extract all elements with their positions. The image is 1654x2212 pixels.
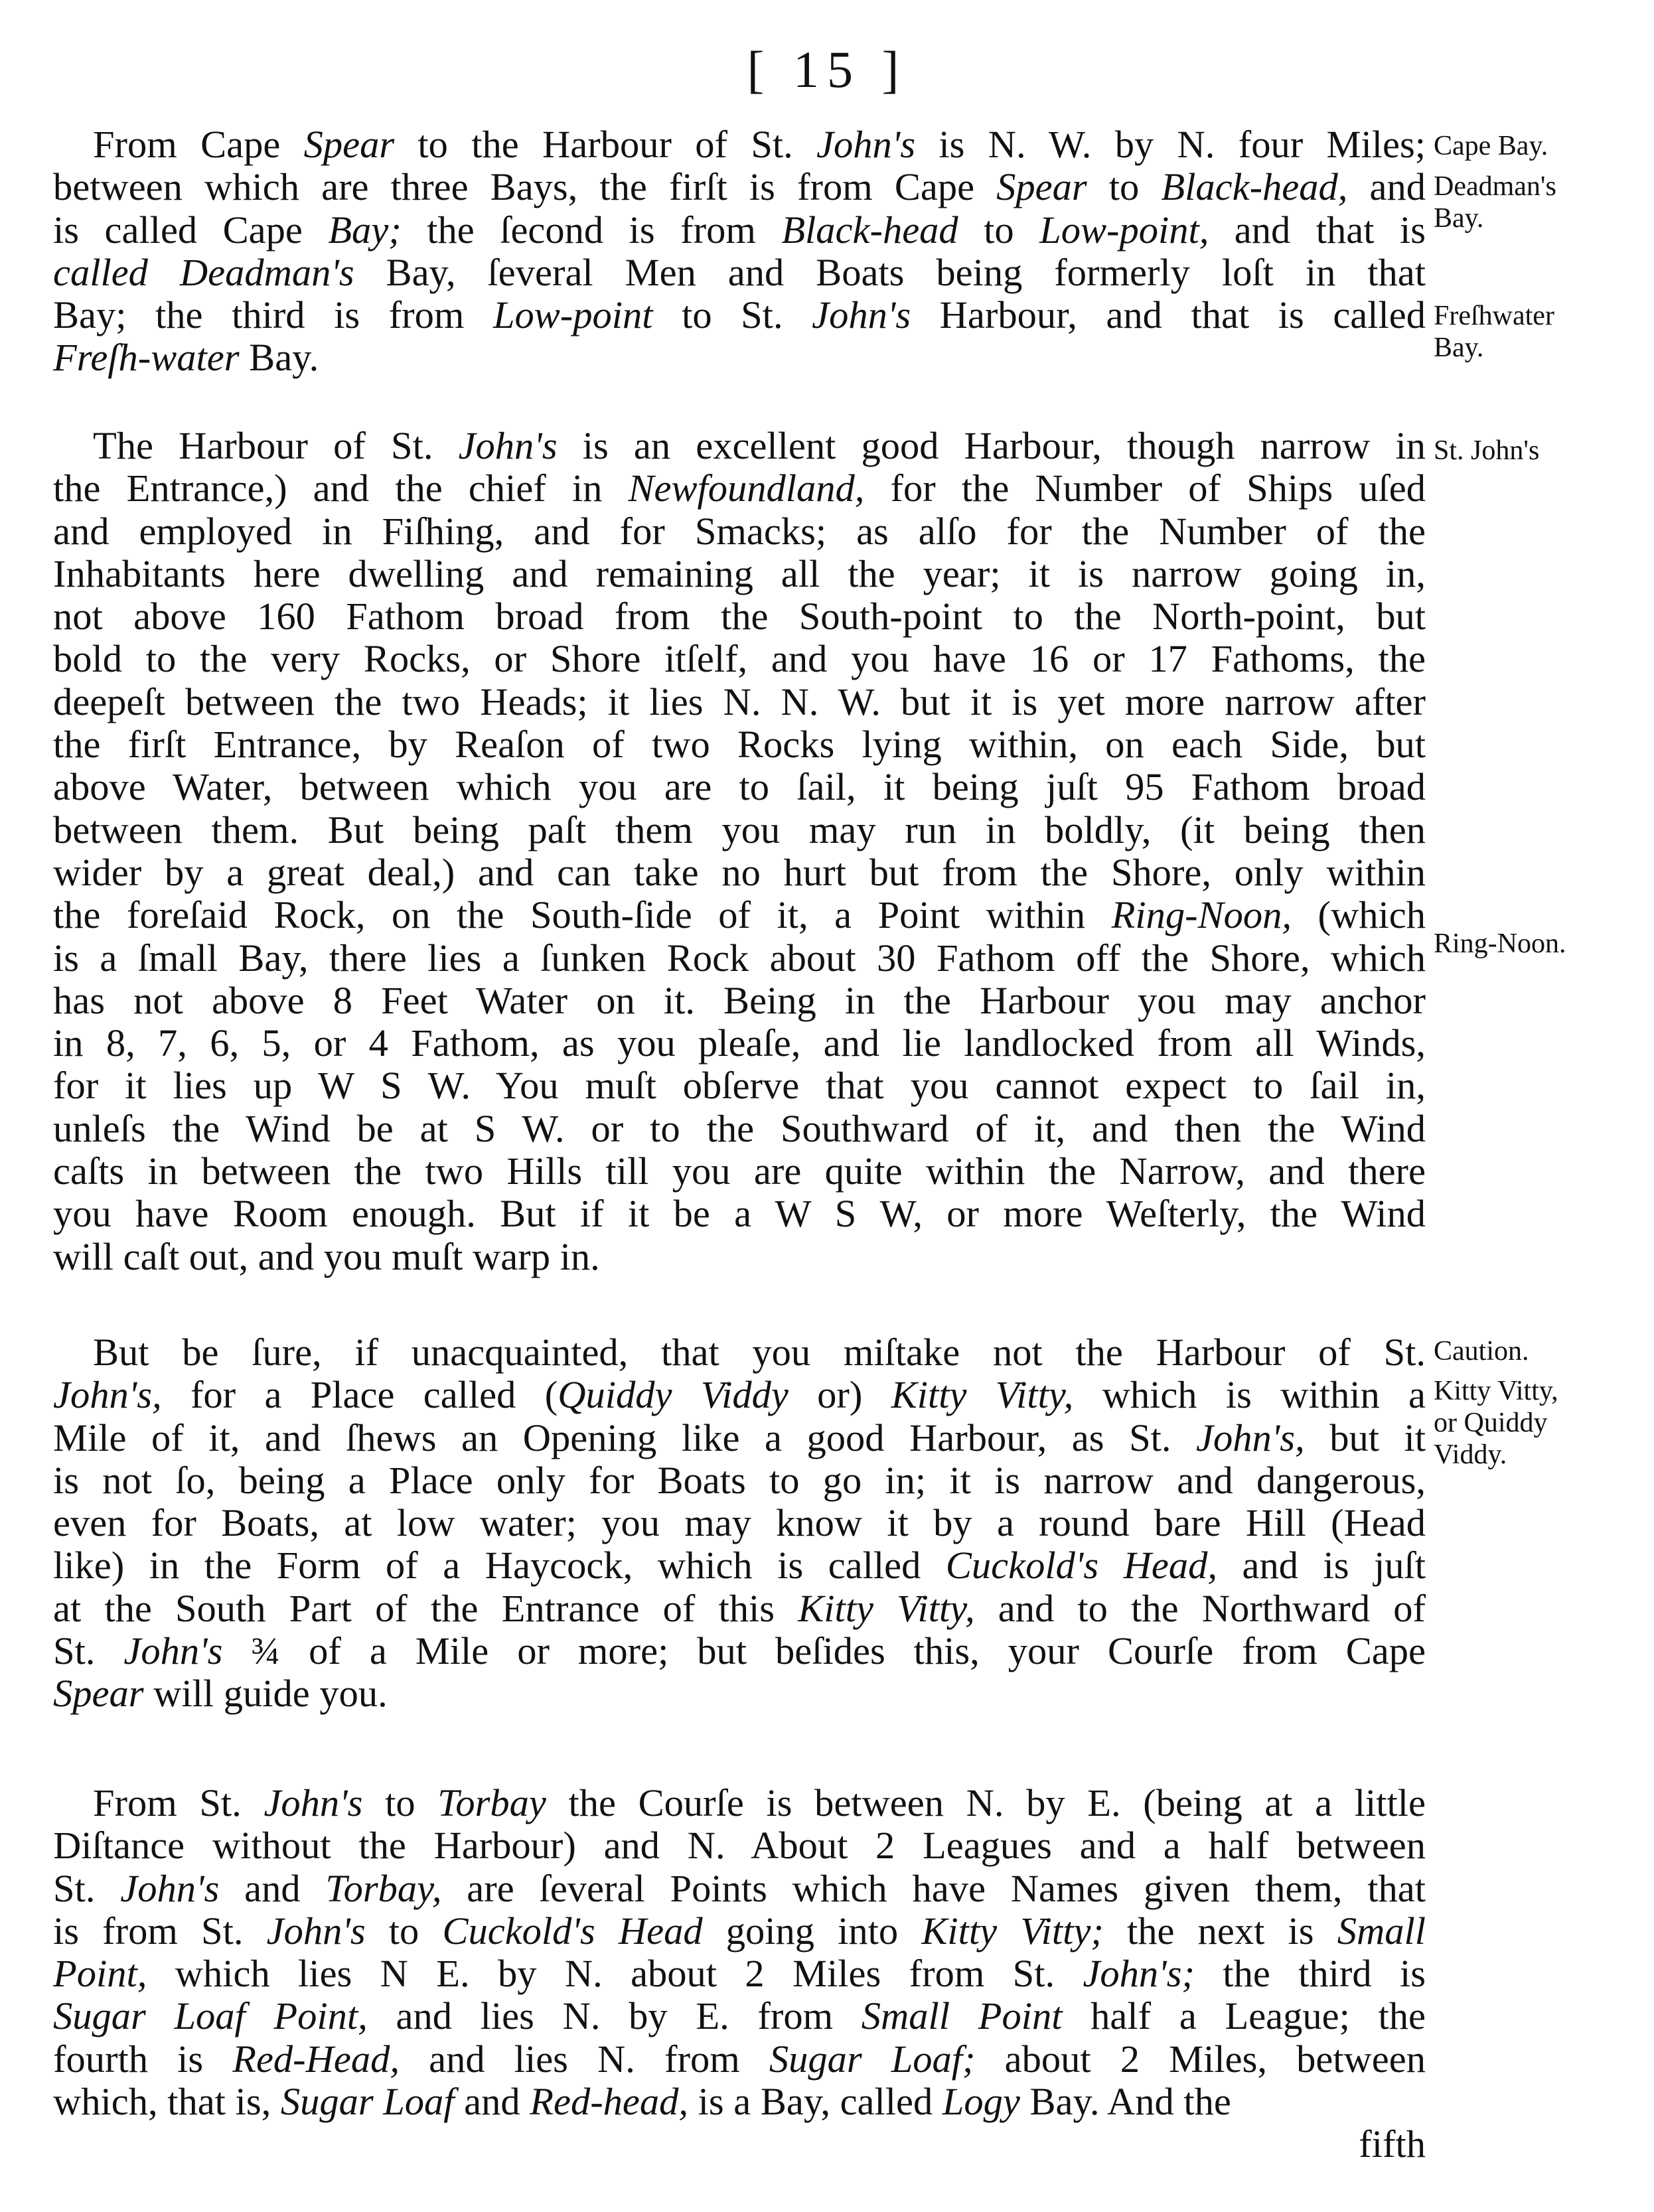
text-run: above Water, between which you are to ſail, it being juſt 95 Fathom broad	[53, 765, 1426, 809]
text-line	[53, 252, 1426, 294]
text-run: unleſs the Wind be at S W. or to the Southward of it, and then the Wind	[53, 1106, 1426, 1150]
italic-text-run: Small	[1337, 1909, 1426, 1953]
text-run: to St.	[652, 293, 812, 337]
text-run: is from St.	[53, 1909, 267, 1953]
text-line	[53, 1193, 1426, 1235]
italic-text-run: John's,	[53, 1373, 162, 1417]
text-run: are ſeveral Points which have Names given them, that	[441, 1866, 1426, 1910]
text-run: for a Place called (	[161, 1373, 558, 1417]
text-line	[53, 2081, 1426, 2123]
text-run: the next is	[1103, 1909, 1337, 1953]
italic-text-run: John's	[263, 1781, 363, 1824]
margin-note-line: Bay.	[1434, 332, 1484, 363]
text-run: which lies N E. by N. about 2 Miles from St.	[147, 1952, 1083, 1996]
margin-note-line: Cape Bay.	[1434, 131, 1548, 161]
italic-text-run: John's	[458, 424, 558, 467]
text-line	[53, 1331, 1426, 1374]
margin-note-line: St. John's	[1434, 435, 1540, 466]
text-run: is a ſmall Bay, there lies a ſunken Rock about 30 Fathom off the Shore, which	[53, 936, 1426, 980]
margin-note-cape-bay	[1434, 130, 1653, 162]
italic-text-run: Red-Head,	[232, 2037, 400, 2081]
text-run: Bay. And the	[1019, 2080, 1231, 2124]
text-run: Diſtance without the Harbour) and N. About 2 Leagues and a half between	[53, 1824, 1426, 1868]
text-line	[53, 425, 1426, 467]
margin-note-kitty-vitty	[1434, 1375, 1653, 1471]
text-run: ¾ of a Mile or more; but beſides this, your Courſe from Cape	[222, 1629, 1426, 1673]
text-run: or)	[788, 1373, 891, 1417]
margin-note-freshwater-bay	[1434, 300, 1653, 364]
text-run: like) in the Form of a Haycock, which is called	[53, 1544, 946, 1587]
text-line	[53, 1587, 1426, 1630]
text-line	[53, 1236, 1426, 1278]
text-line	[53, 1953, 1426, 1995]
text-run: for it lies up W S W. You muſt obſerve that you cannot expect to ſail in,	[53, 1064, 1426, 1108]
text-run: and lies N. from	[400, 2037, 769, 2081]
italic-text-run: Spear	[53, 1672, 144, 1716]
margin-note-line: Viddy.	[1434, 1439, 1507, 1470]
text-run: and is juſt	[1217, 1544, 1426, 1587]
text-line	[53, 980, 1426, 1022]
text-run: is called Cape	[53, 208, 329, 252]
text-run: to the Harbour of St.	[394, 123, 817, 166]
italic-text-run: Black-head,	[1161, 165, 1348, 209]
italic-text-run: Newfoundland,	[628, 467, 865, 510]
italic-text-run: Kitty Vitty,	[891, 1373, 1074, 1417]
text-line	[53, 937, 1426, 980]
italic-text-run: John's	[266, 1909, 366, 1953]
text-line	[53, 467, 1426, 510]
text-run: the foreſaid Rock, on the South-ſide of it, a Point within	[53, 893, 1112, 937]
paragraph-harbour-st-johns	[53, 425, 1426, 1278]
italic-text-run: Torbay,	[325, 1866, 442, 1910]
page-number: [ 15 ]	[747, 40, 907, 98]
text-run: half a League; the	[1062, 1994, 1426, 2038]
italic-text-run: Sugar Loaf;	[769, 2037, 976, 2081]
italic-text-run: Kitty Vitty;	[921, 1909, 1104, 1953]
italic-text-run: John's,	[1196, 1416, 1305, 1459]
text-line	[53, 1417, 1426, 1459]
text-run: at the South Part of the Entrance of this	[53, 1586, 798, 1630]
text-run: and	[219, 1866, 326, 1910]
margin-note-caution	[1434, 1335, 1653, 1367]
text-run: and lies N. by E. from	[367, 1994, 862, 2038]
text-run: is a Bay, called	[688, 2080, 942, 2124]
italic-text-run: Ring-Noon,	[1111, 893, 1292, 937]
text-line	[53, 681, 1426, 723]
text-line	[53, 1459, 1426, 1502]
text-run: and that is	[1209, 208, 1426, 252]
text-run: fourth is	[53, 2037, 233, 2081]
italic-text-run: John's;	[1083, 1952, 1195, 1996]
text-run: has not above 8 Feet Water on it. Being in the Harbour you may anchor	[53, 978, 1426, 1022]
margin-note-st-johns	[1434, 435, 1653, 467]
text-line	[53, 766, 1426, 808]
text-line	[53, 2038, 1426, 2081]
margin-note-line: Caution.	[1434, 1336, 1529, 1366]
text-line	[53, 1374, 1426, 1416]
text-run: between which are three Bays, the firſt is from Cape	[53, 165, 997, 209]
text-run: is N. W. by N. four Miles;	[915, 123, 1426, 166]
italic-text-run: Spear	[303, 123, 395, 166]
italic-text-run: called Deadman's	[53, 250, 354, 294]
margin-note-line: Ring-Noon.	[1434, 928, 1566, 959]
text-run: in 8, 7, 6, 5, or 4 Fathom, as you pleaſe, and lie landlocked from all Winds,	[53, 1021, 1426, 1065]
italic-text-run: Sugar Loaf	[280, 2080, 455, 2124]
text-run: not above 160 Fathom broad from the South-point to the North-point, but	[53, 595, 1426, 638]
text-run: to	[1087, 165, 1162, 209]
catchword-block	[53, 2123, 1426, 2166]
text-run: St.	[53, 1629, 124, 1673]
text-run: deepeſt between the two Heads; it lies N. N. W. but it is yet more narrow after	[53, 680, 1426, 723]
text-line	[53, 1544, 1426, 1587]
margin-note-line: Freſhwater	[1434, 301, 1554, 331]
text-run: the firſt Entrance, by Reaſon of two Rocks lying within, on each Side, but	[53, 723, 1426, 767]
text-run: between them. But being paſt them you may run in boldly, (it being then	[53, 808, 1426, 851]
text-run: Inhabitants here dwelling and remaining all the year; it is narrow going in,	[53, 552, 1426, 595]
text-run: is an excellent good Harbour, though narrow in	[557, 424, 1426, 467]
text-run: will guide you.	[143, 1672, 388, 1716]
text-run: the Courſe is between N. by E. (being at a little	[546, 1781, 1426, 1824]
text-run: wider by a great deal,) and can take no hurt but from the Shore, only within	[53, 850, 1426, 894]
text-line	[53, 809, 1426, 851]
text-run: to	[365, 1909, 443, 1953]
text-run: caſts in between the two Hills till you are quite within the Narrow, and there	[53, 1149, 1426, 1193]
text-run: and	[454, 2080, 530, 2124]
italic-text-run: Spear	[996, 165, 1087, 209]
italic-text-run: Sugar Loaf Point,	[53, 1994, 368, 2038]
text-run: the third is	[1194, 1952, 1426, 1996]
text-run: to	[958, 208, 1040, 252]
italic-text-run: John's	[123, 1629, 223, 1673]
italic-text-run: John's	[812, 293, 911, 337]
text-run: Mile of it, and ſhews an Opening like a good Harbour, as St.	[53, 1416, 1197, 1459]
text-run: and to the Northward of	[974, 1586, 1426, 1630]
italic-text-run: Logy	[942, 2080, 1020, 2124]
text-run: From Cape	[93, 123, 304, 166]
text-line	[53, 1910, 1426, 1953]
italic-text-run: Red-head,	[530, 2080, 689, 2124]
italic-text-run: Bay;	[328, 208, 402, 252]
text-line	[53, 1672, 1426, 1715]
margin-note-ring-noon	[1434, 928, 1653, 960]
italic-text-run: Kitty Vitty,	[798, 1586, 975, 1630]
text-run: and employed in Fiſhing, and for Smacks; as alſo for the Number of the	[53, 509, 1426, 553]
catchword: fifth	[1359, 2122, 1426, 2166]
text-line	[53, 851, 1426, 894]
italic-text-run: Low-point,	[1039, 208, 1209, 252]
text-run: for the Number of Ships uſed	[864, 467, 1426, 510]
text-line	[53, 723, 1426, 766]
margin-note-line: Kitty Vitty,	[1434, 1376, 1558, 1406]
text-line	[53, 1022, 1426, 1065]
text-run: which, that is,	[53, 2080, 281, 2124]
text-run: St.	[53, 1866, 121, 1910]
text-line	[53, 595, 1426, 638]
text-line	[53, 510, 1426, 553]
margin-note-line: Deadman's	[1434, 171, 1556, 202]
text-run: bold to the very Rocks, or Shore itſelf, and you have 16 or 17 Fathoms, the	[53, 637, 1426, 681]
text-run: From St.	[93, 1781, 264, 1824]
text-line	[53, 1782, 1426, 1824]
italic-text-run: Cuckold's Head	[442, 1909, 703, 1953]
text-line	[53, 1824, 1426, 1867]
text-line	[53, 1630, 1426, 1672]
text-run: even for Boats, at low water; you may know it by a round bare Hill (Head	[53, 1501, 1426, 1545]
italic-text-run: Quiddy Viddy	[558, 1373, 789, 1417]
text-line	[53, 553, 1426, 595]
text-run: is not ſo, being a Place only for Boats to go in; it is narrow and dangerous,	[53, 1458, 1426, 1502]
paragraph-cape-spear	[53, 123, 1426, 380]
text-run: the ſecond is from	[401, 208, 782, 252]
text-run: the Entrance,) and the chief in	[53, 467, 629, 510]
italic-text-run: Freſh-water	[53, 336, 240, 380]
text-line	[53, 123, 1426, 166]
text-run: But be ſure, if unacquainted, that you miſtake not the Harbour of St.	[93, 1331, 1426, 1374]
text-line	[53, 336, 1426, 379]
text-run: Bay, ſeveral Men and Boats being formerly loſt in that	[354, 250, 1426, 294]
text-run: Harbour, and that is called	[911, 293, 1426, 337]
paragraph-st-johns-to-torbay	[53, 1782, 1426, 2123]
text-line	[53, 638, 1426, 680]
text-run: you have Room enough. But if it be a W S W, or more Weſterly, the Wind	[53, 1192, 1426, 1236]
margin-note-line: Bay.	[1434, 203, 1484, 234]
text-run: to	[362, 1781, 438, 1824]
text-run: will caſt out, and you muſt warp in.	[53, 1234, 600, 1278]
italic-text-run: Cuckold's Head,	[945, 1544, 1217, 1587]
text-run: Bay; the third is from	[53, 293, 493, 337]
text-run: and	[1347, 165, 1426, 209]
text-run: but it	[1304, 1416, 1426, 1459]
text-line	[53, 1150, 1426, 1193]
text-run: Bay.	[239, 336, 319, 380]
text-line	[53, 1108, 1426, 1150]
italic-text-run: Torbay	[437, 1781, 546, 1824]
text-line	[53, 1065, 1426, 1107]
text-run: going into	[702, 1909, 922, 1953]
text-line	[53, 294, 1426, 336]
text-line	[53, 209, 1426, 252]
margin-note-line: or Quiddy	[1434, 1408, 1548, 1438]
text-line	[53, 1868, 1426, 1910]
text-run: (which	[1292, 893, 1426, 937]
text-run: about 2 Miles, between	[975, 2037, 1426, 2081]
italic-text-run: Low-point	[492, 293, 653, 337]
italic-text-run: Point,	[53, 1952, 147, 1996]
text-run: The Harbour of St.	[93, 424, 459, 467]
italic-text-run: Small Point	[861, 1994, 1063, 2038]
paragraph-kitty-vitty-caution	[53, 1331, 1426, 1716]
italic-text-run: John's	[816, 123, 916, 166]
margin-note-deadmans-bay	[1434, 171, 1653, 234]
text-run: which is within a	[1073, 1373, 1426, 1417]
text-line	[53, 166, 1426, 208]
italic-text-run: Black-head	[781, 208, 958, 252]
text-line	[53, 894, 1426, 936]
text-line	[53, 1995, 1426, 2037]
italic-text-run: John's	[120, 1866, 220, 1910]
text-line	[53, 1502, 1426, 1544]
